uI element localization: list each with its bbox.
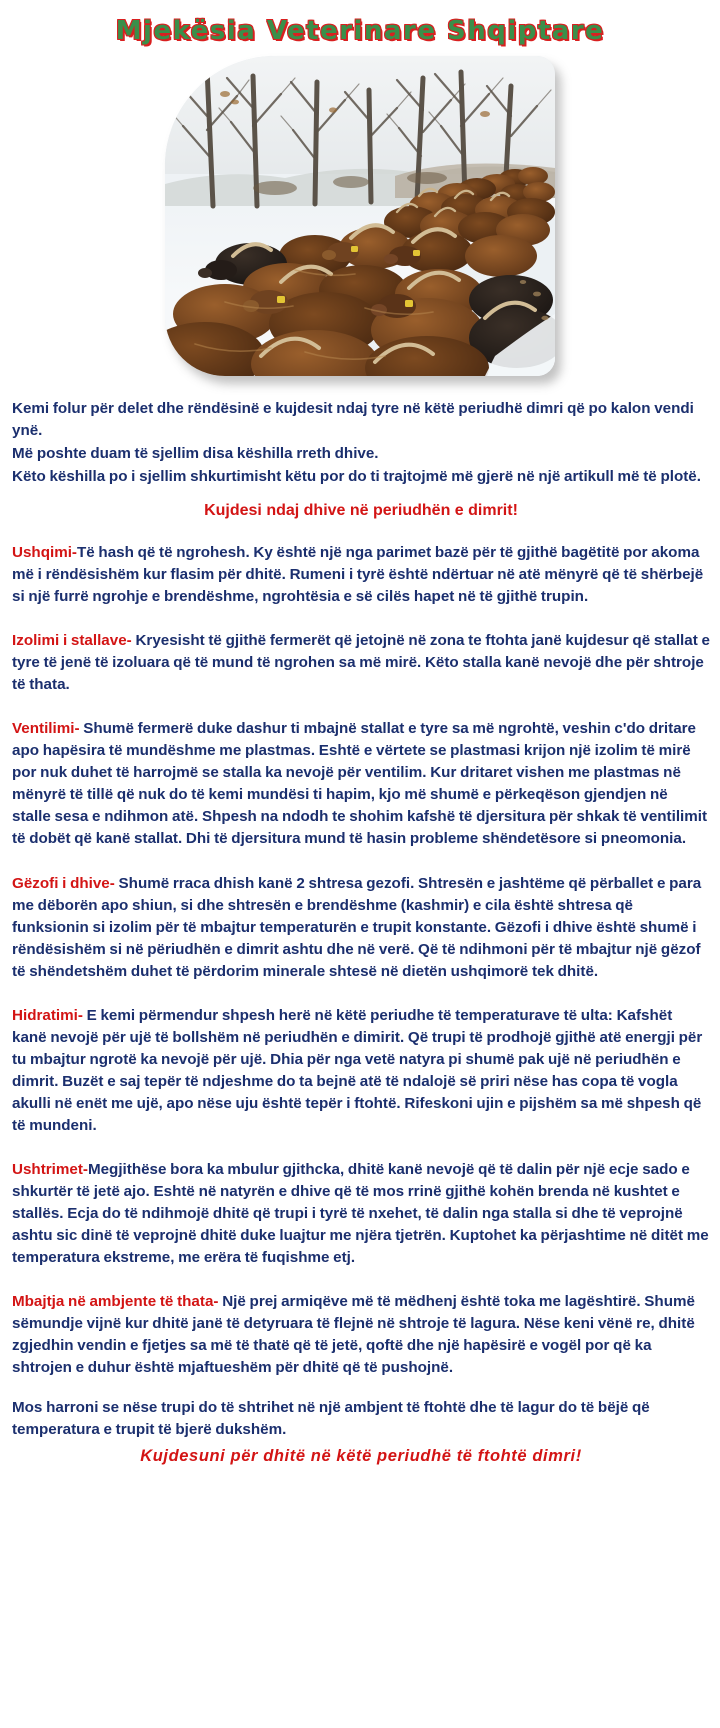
- section-text-mbajtja: Një prej armiqëve më të mëdhenj është toka me lagështirë. Shumë sëmundje vijnë kur dhitë janë të detyruara të flejnë në shtroje të lagura. Nëse keni vënë re, dhitë zgjedhin vendin e fjetjes sa më të thatë që të jetë, qoftë dhe një hapësirë e vogël por që ka shtrojen e duhur është mjaftueshëm për dhitë që të pushojnë.: [12, 1293, 695, 1377]
- intro-line-1: Kemi folur për delet dhe rëndësinë e kujdesit ndaj tyre në këtë periudhë dimri që po kalon vendi ynë.: [12, 400, 694, 440]
- section-label-gezofi: Gëzofi i dhive-: [12, 874, 115, 892]
- section-text-ventilimi: Shumë fermerë duke dashur ti mbajnë stallat e tyre sa më ngrohtë, veshin c'do dritare apo hapësira të mundëshme me plastmas. Eshtë e vërtete se plastmasi krijon një izolim të mirë por nuk duhet të harrojmë se stalla ka nevojë për ventilim. Kur dritaret vishen me plastmas në mënyrë të tillë që nuk do të kemi mundësi ti hapim, kjo më shumë e përkeqëson gjendjen në stalle sesa e ndihmon atë. Shpesh na ndodh te shohim kafshë të djersitura për shkak të ventilimit të dobët që kanë stallat. Dhi të djersitura mund të hasin probleme shëndetësore si pneomonia.: [12, 720, 708, 848]
- section-text-ushqimi: Të hash që të ngrohesh. Ky është një nga parimet bazë për të gjithë bagëtitë por akoma më i rëndësishëm kur flasim për dhitë. Rumeni i tyrë është ndërtuar në atë mënyrë që të shërbejë si një furrë ngrohje e brendëshme, ngrohtësia e së cilës hapet në të gjithë trupin.: [12, 544, 704, 606]
- section-mbajtja-ne-ambjente-te-thata: [12, 1291, 710, 1379]
- section-text-izolimi: Kryesisht të gjithë fermerët që jetojnë në zona te ftohta janë kujdesur që stallat e tyre të jenë të izoluara që të mund të ngrohen sa më mirë. Këto stalla kanë nevojë dhe për shtroje të thata.: [12, 632, 710, 694]
- section-text-gezofi: Shumë rraca dhish kanë 2 shtresa gezofi. Shtresën e jashtëme që përballet e para me dëborën apo shiun, si dhe shtresën e brendëshme (kashmir) e cila është shtresa që funksionin si izolim për të mbajtur temperaturën e trupit konstante. Gëzofi i dhive është shumë i rëndësishëm si në përiudhën e dimrit ashtu dhe në verë. Që të ndihmoni për të mbajtur një gëzof të shëndetshëm duhet të përdorim minerale shtesë në dietën ushqimorë tek dhitë.: [12, 874, 702, 980]
- hero-image-container: [0, 56, 720, 376]
- section-ushqimi: [12, 542, 710, 608]
- closing-block: [12, 1397, 710, 1466]
- section-izolimi-i-stallave: [12, 630, 710, 696]
- section-ventilimi: [12, 718, 710, 850]
- closing-call-to-action: Kujdesuni për dhitë në këtë periudhë të ftohtë dimri!: [140, 1447, 582, 1466]
- article-body: [0, 398, 720, 1466]
- intro-line-2: Më poshte duam të sjellim disa këshilla rreth dhive.: [12, 445, 379, 463]
- hero-photo-frame: [165, 56, 555, 376]
- section-heading-main: Kujdesi ndaj dhive në periudhën e dimrit!: [204, 502, 518, 520]
- section-label-ventilimi: Ventilimi-: [12, 720, 80, 738]
- closing-note: Mos harroni se nëse trupi do të shtrihet në një ambjent të ftohtë dhe të lagur do të bëjë që temperatura e trupit të bjerë dukshëm.: [12, 1399, 650, 1439]
- section-label-izolimi: Izolimi i stallave-: [12, 632, 132, 650]
- section-text-hidratimi: E kemi përmendur shpesh herë në këtë periudhe të temperaturave të ulta: Kafshët kanë nevojë për ujë të bollshëm në periudhën e dimirit. Që trupi të prodhojë gjithë atë energji për tu mbajtur ngrotë ka nevojë për ujë. Dhia për nga vetë natyra pi shumë pak ujë në periudhën e dimrit. Buzët e saj tepër të ndjeshme do ta bejnë atë të ndalojë së priri nëse has copa të vogla akulli në enët me ujë, apo nëse uju është tepër i ftohtë. Rifeskoni ujin e pijshëm sa më shpesh që të mundeni.: [12, 1006, 703, 1134]
- intro-line-3: Këto këshilla po i sjellim shkurtimisht këtu por do ti trajtojmë më gjerë në një artikull më të plotë.: [12, 468, 701, 486]
- section-hidratimi: [12, 1005, 710, 1137]
- section-text-ushtrimet: Megjithëse bora ka mbulur gjithcka, dhitë kanë nevojë që të dalin për një ecje sado e shkurtër të jetë ajo. Eshtë në natyrën e dhive që të mos rrinë gjithë kohën brenda në kushtet e stallës. Ecja do të ndihmojë dhitë që trupi i tyrë të nxehet, të dalin nga stalla si dhe të veprojnë ashtu sic dinë të veprojnë dhitë duke luajtur me njëra tjetrën. Kuptohet ka përjashtime në ditët me temperatura ekstreme, me erëra të fuqishme etj.: [12, 1160, 709, 1266]
- section-gezofi-i-dhive: [12, 873, 710, 983]
- section-ushtrimet: [12, 1159, 710, 1269]
- intro-block: [12, 398, 710, 488]
- page-header: [0, 0, 720, 50]
- section-label-ushqimi: Ushqimi-: [12, 544, 77, 562]
- section-label-mbajtja: Mbajtja në ambjente të thata-: [12, 1293, 219, 1310]
- section-label-hidratimi: Hidratimi-: [12, 1006, 83, 1024]
- section-label-ushtrimet: Ushtrimet-: [12, 1160, 88, 1178]
- page-title: Mjekësia Veterinare Shqiptare: [115, 16, 605, 46]
- goat-herd-in-snow-photo: [165, 56, 555, 376]
